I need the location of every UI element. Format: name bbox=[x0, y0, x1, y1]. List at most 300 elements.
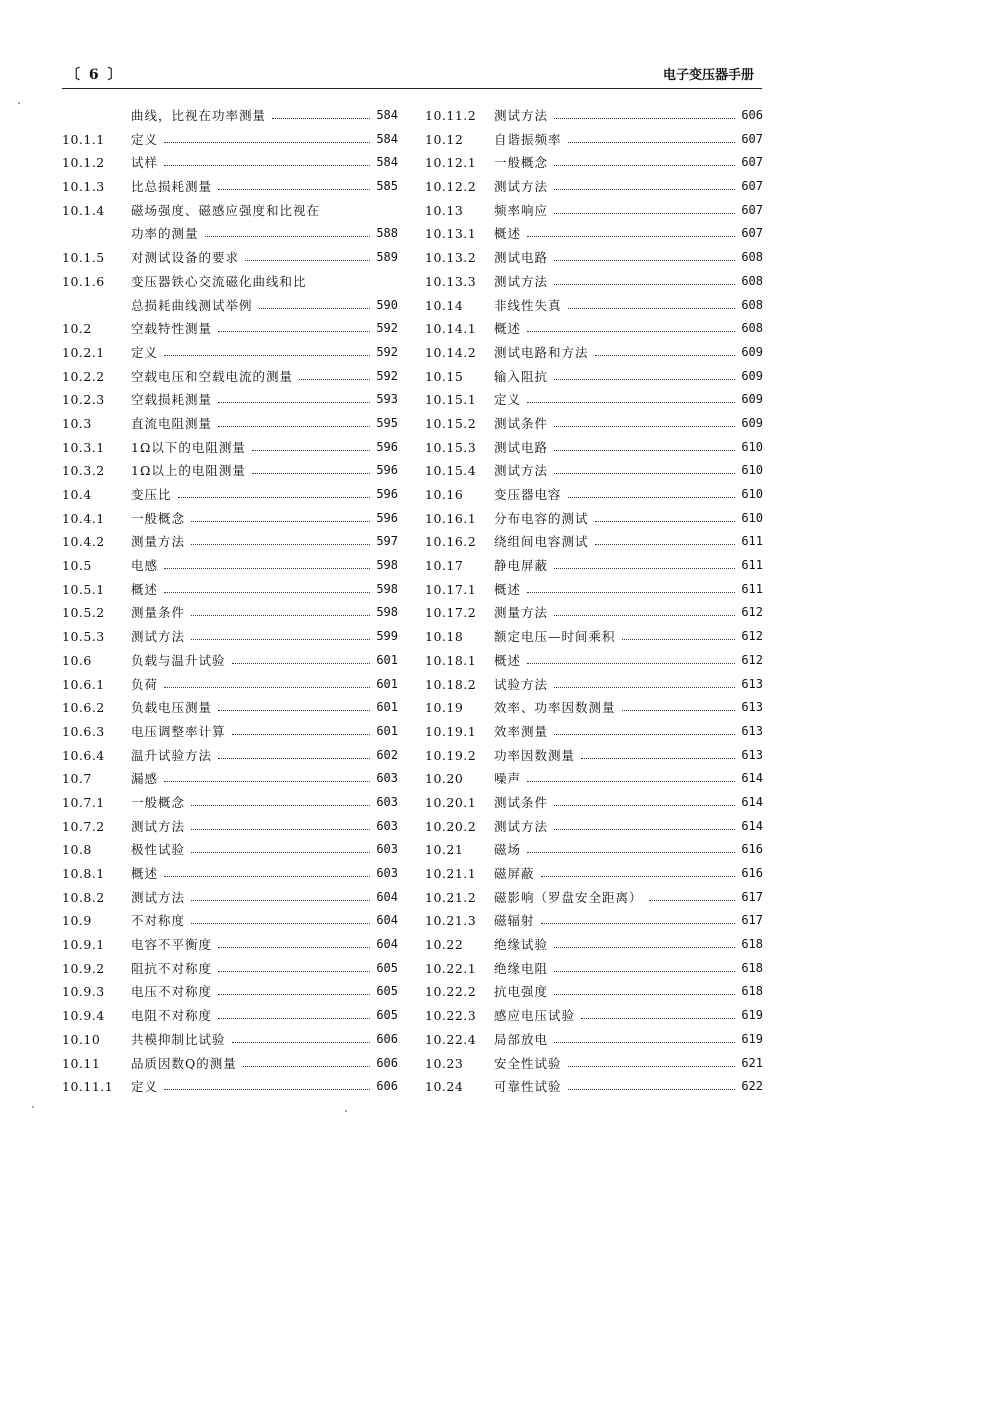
section-title: 测试方法 bbox=[131, 629, 186, 645]
section-number: 10.9.3 bbox=[62, 984, 105, 1000]
scan-speck bbox=[18, 102, 20, 104]
section-title: 磁影响（罗盘安全距离） bbox=[494, 889, 643, 905]
section-number: 10.7.2 bbox=[62, 818, 105, 834]
section-number: 10.4.1 bbox=[62, 510, 105, 526]
entry-body bbox=[131, 1028, 398, 1052]
section-title: 测量方法 bbox=[494, 605, 549, 621]
dot-leader bbox=[527, 317, 735, 332]
page-ref: 613 bbox=[741, 747, 763, 762]
entry-body bbox=[494, 1004, 763, 1028]
page-ref: 611 bbox=[741, 558, 763, 573]
section-title: 定义 bbox=[131, 344, 159, 360]
section-title: 噪声 bbox=[494, 771, 522, 787]
page-ref: 604 bbox=[376, 913, 398, 928]
entry-body bbox=[494, 175, 763, 199]
toc-entry bbox=[62, 862, 398, 886]
page-ref: 608 bbox=[741, 321, 763, 336]
section-number: 10.15.1 bbox=[425, 392, 477, 408]
dot-leader bbox=[527, 388, 735, 403]
dot-leader bbox=[581, 744, 735, 759]
entry-body bbox=[131, 365, 398, 389]
entry-body bbox=[131, 1004, 398, 1028]
section-number: 10.3.1 bbox=[62, 439, 105, 455]
section-title: 漏感 bbox=[131, 771, 159, 787]
dot-leader bbox=[554, 246, 735, 261]
section-number: 10.4 bbox=[62, 487, 92, 502]
section-title: 非线性失真 bbox=[494, 297, 562, 313]
section-number: 10.18.2 bbox=[425, 676, 477, 692]
page-ref: 603 bbox=[376, 842, 398, 857]
dot-leader bbox=[191, 815, 370, 830]
entry-body bbox=[131, 554, 398, 578]
entry-body bbox=[131, 104, 398, 128]
section-title: 磁辐射 bbox=[494, 913, 535, 929]
scan-speck bbox=[345, 1110, 347, 1112]
page-ref: 606 bbox=[376, 1079, 398, 1094]
toc-entry bbox=[425, 436, 763, 460]
section-title: 测试方法 bbox=[131, 818, 186, 834]
section-number: 10.3.2 bbox=[62, 463, 105, 479]
entry-body bbox=[494, 791, 763, 815]
page-ref: 610 bbox=[741, 439, 763, 454]
dot-leader bbox=[595, 530, 736, 545]
entry-body bbox=[494, 696, 763, 720]
entry-body bbox=[494, 1028, 763, 1052]
section-title: 分布电容的测试 bbox=[494, 510, 589, 526]
dot-leader bbox=[554, 815, 735, 830]
section-number: 10.9.4 bbox=[62, 1008, 105, 1024]
toc-entry bbox=[62, 886, 398, 910]
page-ref: 592 bbox=[376, 344, 398, 359]
section-number: 10.7 bbox=[62, 771, 92, 787]
section-number: 10.12.1 bbox=[425, 155, 477, 171]
section-number: 10.2.2 bbox=[62, 368, 105, 384]
toc-entry bbox=[425, 838, 763, 862]
dot-leader bbox=[554, 436, 735, 451]
section-number: 10.5.1 bbox=[62, 581, 105, 597]
page-ref: 588 bbox=[376, 226, 398, 241]
section-number: 10.21.2 bbox=[425, 889, 477, 905]
toc-entry bbox=[62, 507, 398, 531]
section-number: 10.5 bbox=[62, 558, 92, 574]
toc-entry bbox=[62, 1004, 398, 1028]
section-title: 自谐振频率 bbox=[494, 131, 562, 147]
page-ref: 607 bbox=[741, 226, 763, 241]
section-number: 10.17 bbox=[425, 558, 464, 574]
page-ref: 618 bbox=[741, 984, 763, 999]
section-number: 10.13 bbox=[425, 202, 464, 218]
page-ref: 596 bbox=[376, 487, 398, 501]
section-title: 1Ω以上的电阻测量 bbox=[131, 463, 246, 479]
section-number: 10.10 bbox=[62, 1031, 101, 1047]
entry-body bbox=[131, 980, 398, 1004]
section-number: 10.22.1 bbox=[425, 960, 477, 976]
entry-body bbox=[494, 222, 763, 246]
entry-body bbox=[131, 246, 398, 270]
section-number: 10.1.6 bbox=[62, 273, 105, 289]
dot-leader bbox=[554, 412, 735, 427]
page-ref: 599 bbox=[376, 629, 398, 644]
dot-leader bbox=[568, 128, 736, 143]
page-ref: 613 bbox=[741, 723, 763, 738]
section-title: 测试条件 bbox=[494, 794, 549, 810]
toc-entry bbox=[62, 199, 398, 223]
entry-body bbox=[494, 767, 763, 791]
section-title: 变压器铁心交流磁化曲线和比 bbox=[131, 273, 307, 289]
dot-leader bbox=[554, 554, 735, 569]
section-title: 磁场 bbox=[494, 842, 522, 858]
dot-leader bbox=[218, 933, 370, 948]
toc-entry bbox=[425, 270, 763, 294]
entry-body bbox=[131, 601, 398, 625]
section-title: 共模抑制比试验 bbox=[131, 1031, 226, 1047]
dot-leader bbox=[218, 317, 370, 332]
entry-body bbox=[494, 151, 763, 175]
toc-right-column bbox=[425, 104, 763, 1104]
toc-entry bbox=[62, 673, 398, 697]
toc-left-column bbox=[62, 104, 398, 1104]
page-ref: 604 bbox=[376, 937, 398, 952]
page-ref: 608 bbox=[741, 297, 763, 312]
dot-leader bbox=[252, 459, 370, 474]
section-number: 10.22 bbox=[425, 937, 464, 953]
dot-leader bbox=[191, 625, 370, 640]
toc-entry bbox=[62, 1075, 398, 1099]
section-number: 10.19.2 bbox=[425, 747, 477, 763]
section-number: 10.9.1 bbox=[62, 937, 105, 953]
page-ref: 619 bbox=[741, 1031, 763, 1046]
section-title: 磁场强度、磁感应强度和比视在 bbox=[131, 202, 321, 218]
toc-entry bbox=[425, 744, 763, 768]
section-title: 测试电路 bbox=[494, 439, 549, 455]
section-number: 10.16.1 bbox=[425, 510, 477, 526]
toc-entry bbox=[425, 980, 763, 1004]
dot-leader bbox=[218, 412, 370, 427]
section-number: 10.22.3 bbox=[425, 1008, 477, 1024]
entry-body bbox=[494, 838, 763, 862]
entry-body bbox=[131, 838, 398, 862]
page-ref: 592 bbox=[376, 368, 398, 383]
toc-entry bbox=[425, 341, 763, 365]
toc-entry bbox=[62, 957, 398, 981]
dot-leader bbox=[191, 838, 370, 853]
section-number: 10.1.3 bbox=[62, 179, 105, 195]
section-title: 额定电压—时间乘积 bbox=[494, 629, 616, 645]
toc-entry bbox=[62, 815, 398, 839]
dot-leader bbox=[622, 696, 736, 711]
dot-leader bbox=[527, 222, 735, 237]
section-number: 10.20.1 bbox=[425, 794, 477, 810]
toc-entry bbox=[62, 128, 398, 152]
entry-body bbox=[131, 1052, 398, 1076]
section-title: 绕组间电容测试 bbox=[494, 534, 589, 550]
page-ref: 617 bbox=[741, 913, 763, 928]
dot-leader bbox=[272, 104, 370, 119]
toc-entry bbox=[62, 436, 398, 460]
page-ref: 608 bbox=[741, 273, 763, 288]
page-ref: 611 bbox=[741, 581, 763, 596]
entry-body bbox=[131, 128, 398, 152]
section-number: 10.15 bbox=[425, 368, 464, 384]
section-title: 电压不对称度 bbox=[131, 984, 213, 1000]
section-number: 10.13.2 bbox=[425, 250, 477, 266]
dot-leader bbox=[218, 388, 370, 403]
section-number: 10.13.1 bbox=[425, 226, 477, 242]
entry-body bbox=[131, 222, 398, 246]
section-number: 10.6.3 bbox=[62, 723, 105, 739]
section-title: 测试方法 bbox=[494, 818, 549, 834]
entry-body bbox=[494, 507, 763, 531]
page-ref: 596 bbox=[376, 510, 398, 525]
section-title: 概述 bbox=[494, 581, 522, 597]
entry-body bbox=[494, 933, 763, 957]
page-ref: 607 bbox=[741, 155, 763, 170]
toc-entry bbox=[425, 554, 763, 578]
page-ref: 584 bbox=[376, 108, 398, 122]
entry-body bbox=[494, 459, 763, 483]
page-ref: 596 bbox=[376, 439, 398, 454]
page-ref: 601 bbox=[376, 676, 398, 691]
toc-entry bbox=[62, 625, 398, 649]
section-title: 功率因数测量 bbox=[494, 747, 576, 763]
toc-entry bbox=[62, 294, 398, 318]
section-number: 10.22.2 bbox=[425, 984, 477, 1000]
section-title: 感应电压试验 bbox=[494, 1008, 576, 1024]
dot-leader bbox=[164, 862, 370, 877]
toc-entry bbox=[425, 649, 763, 673]
section-number: 10.15.3 bbox=[425, 439, 477, 455]
dot-leader bbox=[164, 151, 370, 166]
section-title: 变压器电容 bbox=[494, 487, 562, 502]
dot-leader bbox=[164, 578, 370, 593]
section-title: 比总损耗测量 bbox=[131, 179, 213, 195]
page-ref: 605 bbox=[376, 984, 398, 999]
page-ref: 596 bbox=[376, 463, 398, 478]
section-number: 10.23 bbox=[425, 1055, 464, 1071]
entry-body bbox=[494, 815, 763, 839]
section-title: 负载电压测量 bbox=[131, 700, 213, 716]
page-ref: 616 bbox=[741, 842, 763, 857]
toc-entry bbox=[425, 720, 763, 744]
page-ref: 593 bbox=[376, 392, 398, 407]
toc-entry bbox=[62, 696, 398, 720]
dot-leader bbox=[218, 957, 370, 972]
toc-entry bbox=[425, 530, 763, 554]
toc-entry bbox=[425, 957, 763, 981]
toc-entry bbox=[425, 1004, 763, 1028]
section-title: 电容不平衡度 bbox=[131, 937, 213, 953]
entry-body bbox=[494, 104, 763, 128]
page-ref: 597 bbox=[376, 534, 398, 549]
section-number: 10.22.4 bbox=[425, 1031, 477, 1047]
page-ref: 611 bbox=[741, 534, 763, 549]
section-title: 电阻不对称度 bbox=[131, 1008, 213, 1024]
dot-leader bbox=[568, 294, 736, 309]
entry-body bbox=[131, 815, 398, 839]
dot-leader bbox=[527, 838, 735, 853]
dot-leader bbox=[164, 673, 370, 688]
section-number: 10.11.2 bbox=[425, 108, 477, 123]
entry-body bbox=[131, 270, 398, 294]
dot-leader bbox=[218, 744, 370, 759]
section-number: 10.9 bbox=[62, 913, 92, 929]
dot-leader bbox=[541, 862, 736, 877]
toc-entry bbox=[425, 483, 763, 507]
section-title: 品质因数Q的测量 bbox=[131, 1055, 237, 1071]
section-number: 10.1.5 bbox=[62, 250, 105, 266]
toc-entry bbox=[425, 933, 763, 957]
toc-entry bbox=[425, 601, 763, 625]
header-rule bbox=[62, 88, 762, 89]
section-number: 10.8.2 bbox=[62, 889, 105, 905]
section-number: 10.12.2 bbox=[425, 179, 477, 195]
entry-body bbox=[131, 388, 398, 412]
dot-leader bbox=[568, 483, 736, 498]
entry-body bbox=[131, 886, 398, 910]
section-number: 10.12 bbox=[425, 131, 464, 147]
entry-body bbox=[131, 483, 398, 507]
toc-entry bbox=[62, 1028, 398, 1052]
section-title: 频率响应 bbox=[494, 202, 549, 218]
dot-leader bbox=[554, 980, 735, 995]
toc-entry bbox=[62, 720, 398, 744]
entry-body bbox=[494, 246, 763, 270]
section-title: 曲线，比视在功率测量 bbox=[131, 108, 267, 123]
section-number: 10.14.1 bbox=[425, 321, 477, 337]
dot-leader bbox=[568, 1075, 736, 1090]
section-number: 10.21 bbox=[425, 842, 464, 858]
toc-entry bbox=[425, 507, 763, 531]
toc-entry bbox=[62, 1052, 398, 1076]
dot-leader bbox=[243, 1052, 371, 1067]
section-number: 10.11.1 bbox=[62, 1079, 114, 1095]
section-title: 变压比 bbox=[131, 487, 172, 502]
toc-entry bbox=[62, 980, 398, 1004]
toc-entry bbox=[425, 365, 763, 389]
page-ref: 622 bbox=[741, 1079, 763, 1094]
section-title: 静电屏蔽 bbox=[494, 558, 549, 574]
entry-body bbox=[131, 649, 398, 673]
toc-entry bbox=[62, 530, 398, 554]
section-number: 10.6.1 bbox=[62, 676, 105, 692]
dot-leader bbox=[595, 507, 736, 522]
entry-body bbox=[131, 720, 398, 744]
section-number: 10.9.2 bbox=[62, 960, 105, 976]
section-title: 安全性试验 bbox=[494, 1055, 562, 1071]
page-ref: 585 bbox=[376, 179, 398, 194]
page-ref: 612 bbox=[741, 652, 763, 667]
section-title: 测量条件 bbox=[131, 605, 186, 621]
dot-leader bbox=[554, 104, 735, 119]
entry-body bbox=[494, 436, 763, 460]
section-title: 输入阻抗 bbox=[494, 368, 549, 384]
section-title: 测量方法 bbox=[131, 534, 186, 550]
toc-entry bbox=[425, 128, 763, 152]
toc-entry bbox=[425, 317, 763, 341]
toc-entry bbox=[62, 578, 398, 602]
section-title: 测试方法 bbox=[494, 108, 549, 123]
entry-body bbox=[131, 317, 398, 341]
section-title: 试样 bbox=[131, 155, 159, 171]
toc-entry bbox=[425, 199, 763, 223]
entry-body bbox=[494, 317, 763, 341]
page-ref: 603 bbox=[376, 794, 398, 809]
section-number: 10.21.3 bbox=[425, 913, 477, 929]
book-title: 电子变压器手册 bbox=[662, 68, 754, 83]
page-ref: 601 bbox=[376, 652, 398, 667]
section-number: 10.4.2 bbox=[62, 534, 105, 550]
section-number: 10.6.2 bbox=[62, 700, 105, 716]
entry-body bbox=[131, 673, 398, 697]
section-number: 10.6.4 bbox=[62, 747, 105, 763]
entry-body bbox=[494, 388, 763, 412]
toc-entry bbox=[62, 909, 398, 933]
section-number: 10.1.1 bbox=[62, 131, 105, 147]
page-ref: 604 bbox=[376, 889, 398, 904]
entry-body bbox=[131, 862, 398, 886]
section-title: 定义 bbox=[131, 131, 159, 147]
entry-body bbox=[131, 744, 398, 768]
entry-body bbox=[131, 459, 398, 483]
entry-body bbox=[494, 554, 763, 578]
dot-leader bbox=[554, 673, 735, 688]
page-ref: 618 bbox=[741, 960, 763, 975]
section-number: 10.19.1 bbox=[425, 723, 477, 739]
entry-body bbox=[494, 625, 763, 649]
dot-leader bbox=[259, 294, 371, 309]
entry-body bbox=[494, 578, 763, 602]
entry-body bbox=[131, 1075, 398, 1099]
entry-body bbox=[131, 767, 398, 791]
toc-entry bbox=[62, 151, 398, 175]
section-title: 测试条件 bbox=[494, 415, 549, 431]
toc-entry bbox=[62, 459, 398, 483]
entry-body bbox=[131, 791, 398, 815]
section-number: 10.8.1 bbox=[62, 866, 105, 881]
section-number: 10.2.1 bbox=[62, 344, 105, 360]
dot-leader bbox=[554, 601, 735, 616]
entry-body bbox=[494, 649, 763, 673]
entry-body bbox=[131, 957, 398, 981]
section-number: 10.19 bbox=[425, 700, 464, 716]
page-ref: 598 bbox=[376, 558, 398, 573]
section-number: 10.2.3 bbox=[62, 392, 105, 408]
section-title: 负载与温升试验 bbox=[131, 652, 226, 668]
toc-entry bbox=[425, 1075, 763, 1099]
dot-leader bbox=[595, 341, 736, 356]
toc-entry bbox=[62, 365, 398, 389]
section-title: 试验方法 bbox=[494, 676, 549, 692]
toc-entry bbox=[425, 578, 763, 602]
section-title: 效率测量 bbox=[494, 723, 549, 739]
section-title: 直流电阻测量 bbox=[131, 415, 213, 431]
section-number: 10.5.2 bbox=[62, 605, 105, 621]
toc-entry bbox=[62, 317, 398, 341]
dot-leader bbox=[541, 909, 736, 924]
dot-leader bbox=[527, 767, 735, 782]
page-ref: 610 bbox=[741, 487, 763, 501]
section-number: 10.20.2 bbox=[425, 818, 477, 834]
dot-leader bbox=[554, 459, 735, 474]
section-number: 10.16 bbox=[425, 487, 464, 502]
toc-entry bbox=[62, 483, 398, 507]
page-ref: 590 bbox=[376, 297, 398, 312]
section-title: 温升试验方法 bbox=[131, 747, 213, 763]
page-ref: 584 bbox=[376, 131, 398, 146]
entry-body bbox=[494, 199, 763, 223]
section-title: 阻抗不对称度 bbox=[131, 960, 213, 976]
section-title: 局部放电 bbox=[494, 1031, 549, 1047]
